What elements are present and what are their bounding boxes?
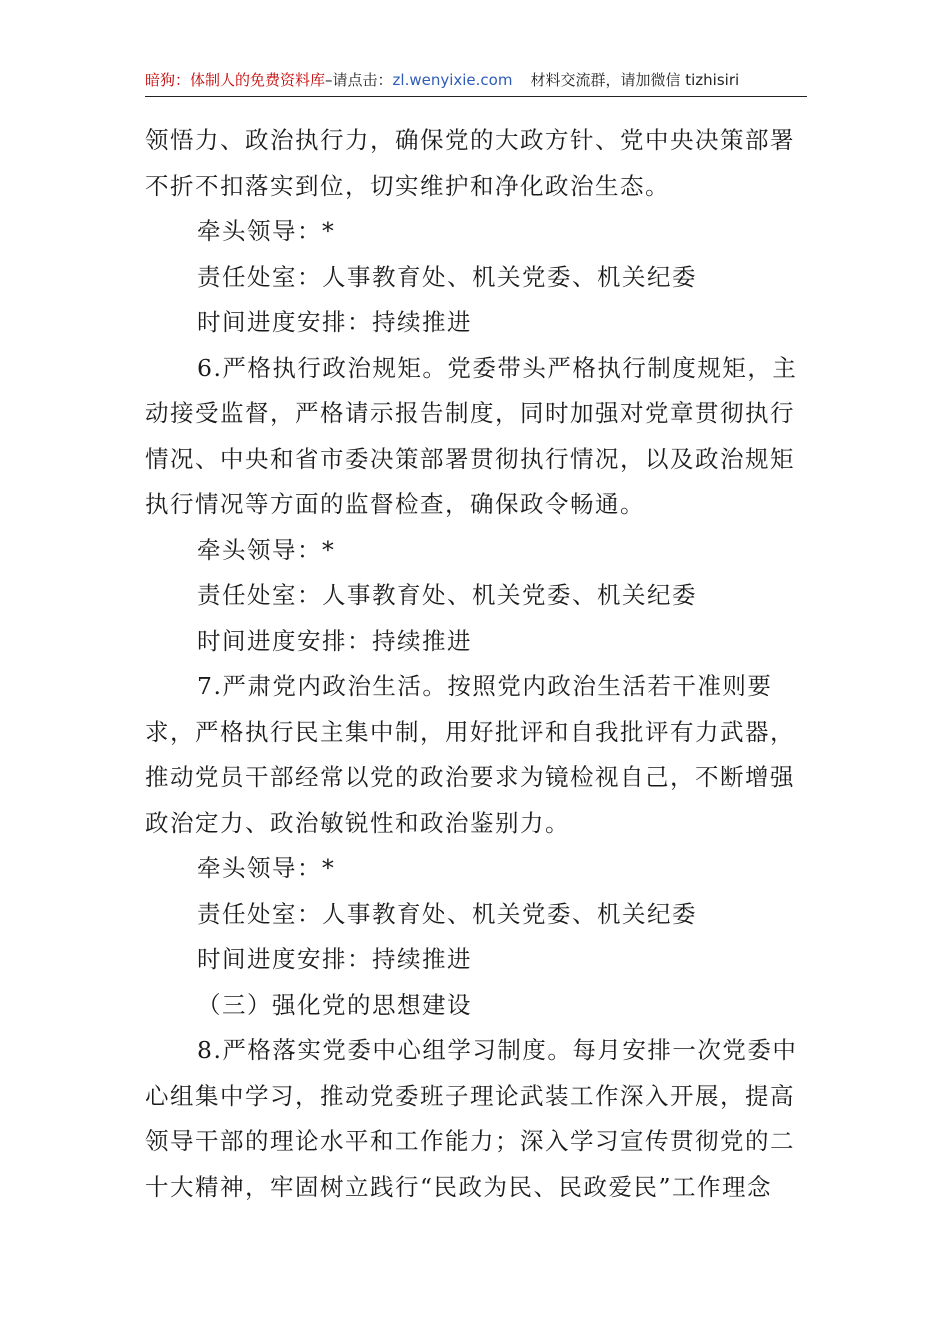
header-brand: 暗狗：体制人的免费资料库: [145, 71, 326, 89]
lead-leader-line: 牵头领导：*: [197, 854, 336, 882]
page-header: [145, 68, 807, 97]
item-6-paragraph: 6.严格执行政治规矩。党委带头严格执行制度规矩，主动接受监督，严格请示报告制度，同时加强对党章贯彻执行情况、中央和省市委决策部署贯彻执行情况，以及政治规矩执行情况等方面的监督检查，确保政令畅通。: [145, 353, 798, 518]
header-click-label: –请点击：: [325, 71, 393, 89]
header-url-link[interactable]: zl.wenyixie.com: [392, 71, 513, 89]
header-group-text: 材料交流群，请加微信 tizhisiri: [530, 71, 740, 89]
item-8-paragraph: 8.严格落实党委中心组学习制度。每月安排一次党委中心组集中学习，推动党委班子理论武装工作深入开展，提高领导干部的理论水平和工作能力；深入学习宣传贯彻党的二十大精神，牢固树立践行“民政为民、民政爱民”工作理念: [145, 1036, 798, 1201]
lead-leader-line: 牵头领导：*: [197, 535, 336, 564]
section-heading: （三）强化党的思想建设: [197, 990, 472, 1019]
lead-leader-line: 牵头领导：*: [197, 217, 336, 245]
responsible-office-line: 责任处室：人事教育处、机关党委、机关纪委: [197, 899, 697, 928]
paragraph-continuation: 领悟力、政治执行力，确保党的大政方针、党中央决策部署不折不扣落实到位，切实维护和净化政治生态。: [145, 126, 795, 200]
responsible-office-line: 责任处室：人事教育处、机关党委、机关纪委: [197, 262, 697, 291]
responsible-office-line: 责任处室：人事教育处、机关党委、机关纪委: [197, 581, 697, 609]
schedule-line: 时间进度安排：持续推进: [197, 626, 472, 655]
item-7-paragraph: 7.严肃党内政治生活。按照党内政治生活若干准则要求，严格执行民主集中制，用好批评和自我批评有力武器，推动党员干部经常以党的政治要求为镜检视自己，不断增强政治定力、政治敏锐性和政治鉴别力。: [145, 672, 795, 837]
schedule-line: 时间进度安排：持续推进: [197, 308, 472, 336]
schedule-line: 时间进度安排：持续推进: [197, 945, 472, 973]
document-body: [145, 118, 810, 1210]
